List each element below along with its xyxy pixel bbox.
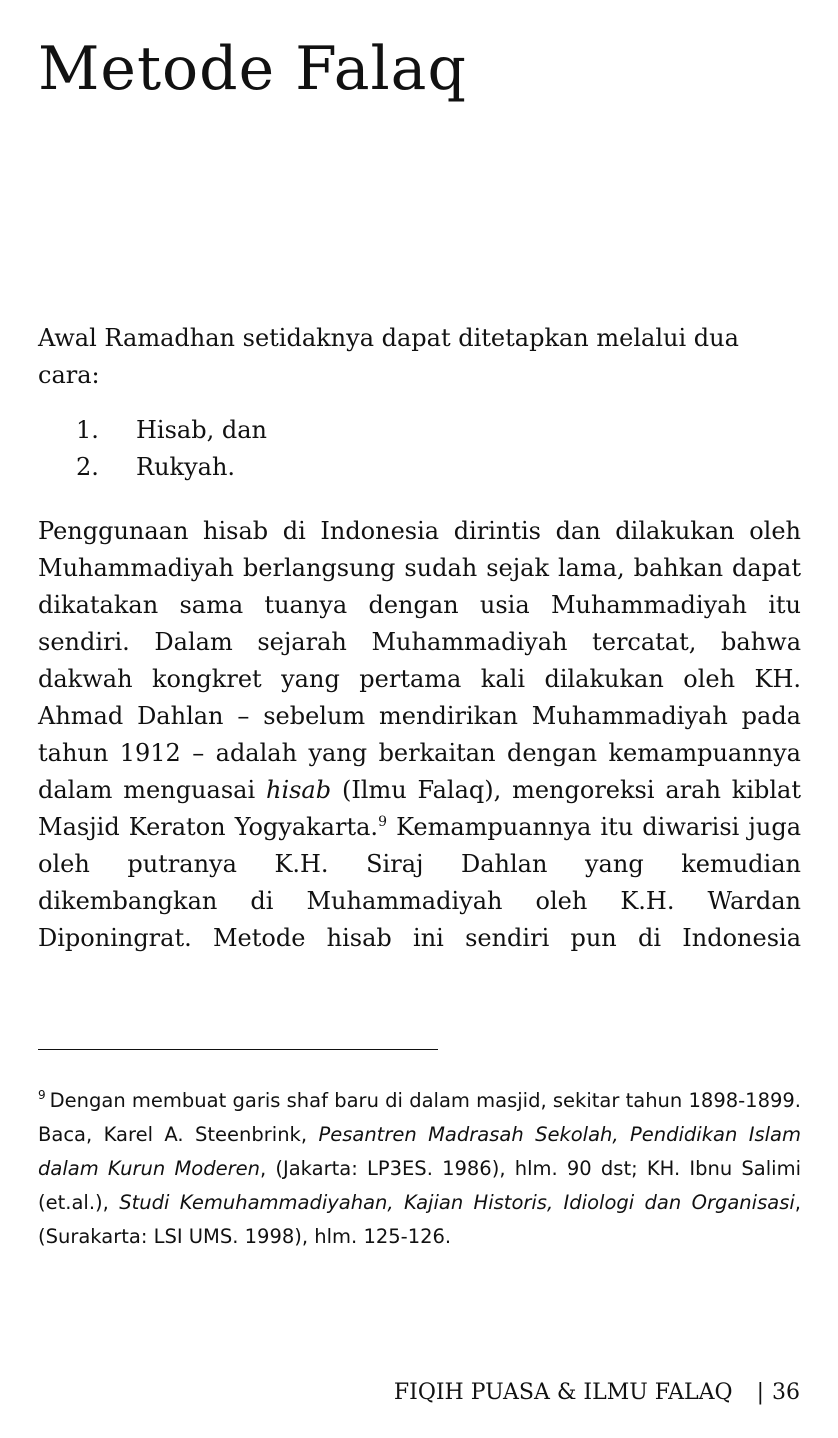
list-item-label: Rukyah.	[136, 453, 236, 481]
list-item-label: Hisab, dan	[136, 416, 267, 444]
list-item-number: 2.	[76, 453, 99, 481]
paragraph-text: Kemampuannya itu diwarisi juga oleh putranya K.H. Siraj Dahlan yang kemudian dikembangkan di Muhammadiyah oleh K.H. Wardan Diponingrat. Metode hisab ini sendiri pun di Indonesia	[38, 813, 801, 952]
paragraph-italic-term: hisab	[265, 776, 332, 804]
footnote	[38, 1084, 801, 1254]
footnote-reference[interactable]: 9	[378, 814, 387, 830]
page-number: 36	[772, 1380, 800, 1405]
footnote-divider	[38, 1049, 438, 1050]
intro-paragraph: Awal Ramadhan setidaknya dapat ditetapkan melalui dua cara:	[38, 324, 739, 389]
footnote-text: , (Surakarta: LSI UMS. 1998), hlm. 125-126.	[38, 1191, 801, 1248]
footer-book-title: FIQIH PUASA & ILMU FALAQ	[393, 1380, 733, 1405]
footnote-number: 9	[38, 1088, 46, 1102]
running-footer	[394, 1378, 800, 1408]
paragraph-text: (Ilmu Falaq), mengoreksi arah kiblat Masjid Keraton Yogyakarta.	[38, 776, 801, 841]
footnote-text: Dengan membuat garis shaf baru di dalam masjid, sekitar tahun 1898-1899. Baca, Karel A. Steenbrink,	[38, 1089, 801, 1146]
footnote-italic-title: Pesantren Madrasah Sekolah, Pendidikan Islam dalam Kurun Moderen	[38, 1123, 801, 1180]
list-item-number: 1.	[76, 416, 99, 444]
body-paragraph	[38, 513, 801, 957]
list-item	[76, 412, 267, 449]
paragraph-text: Penggunaan hisab di Indonesia dirintis dan dilakukan oleh Muhammadiyah berlangsung sudah sejak lama, bahkan dapat dikatakan sama tuanya dengan usia Muhammadiyah itu sendiri. Dalam sejarah Muhammadiyah tercatat, bahwa dakwah kongkret yang pertama kali dilakukan oleh KH. Ahmad Dahlan – sebelum mendirikan Muhammadiyah pada tahun 1912 – adalah yang berkaitan dengan kemampuannya dalam menguasai	[38, 517, 801, 804]
footer-separator: |	[756, 1380, 764, 1405]
footnote-text: , (Jakarta: LP3ES. 1986), hlm. 90 dst; KH. Ibnu Salimi (et.al.),	[38, 1157, 802, 1214]
page-title: Metode Falaq	[38, 34, 467, 104]
list-item	[76, 449, 267, 486]
footnote-italic-title: Studi Kemuhammadiyahan, Kajian Historis, Idiologi dan Organisasi	[119, 1191, 795, 1214]
methods-list	[76, 412, 267, 486]
